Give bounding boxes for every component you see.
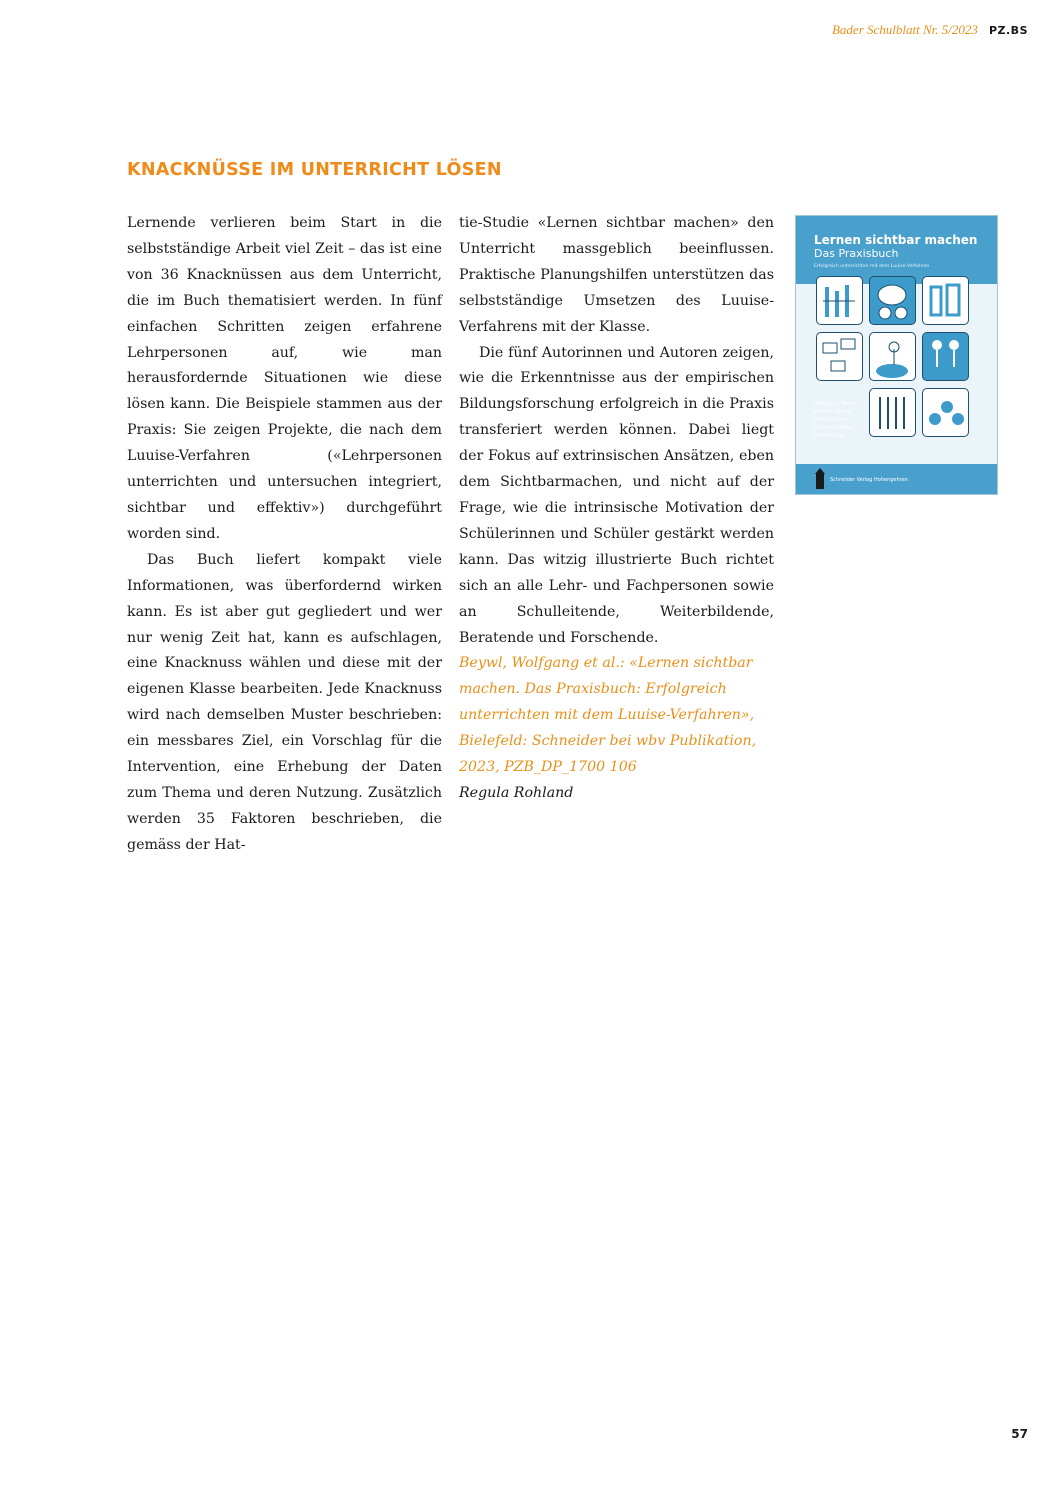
cover-footer-band xyxy=(796,464,997,494)
page-number: 57 xyxy=(1011,1427,1028,1441)
text-column-left xyxy=(127,211,442,859)
article-title: KNACKNÜSSE IM UNTERRICHT LÖSEN xyxy=(127,160,502,180)
publisher-logo-icon xyxy=(815,468,825,490)
text-column-right xyxy=(459,211,774,807)
review-author: Regula Rohland xyxy=(459,784,574,801)
publication-label: Bader Schulblatt Nr. 5/2023 xyxy=(831,22,978,37)
illustration-tile xyxy=(869,332,916,381)
cover-author: Monika Wyss xyxy=(814,417,850,423)
brand-logo-text: PZ.BS xyxy=(988,24,1028,37)
illustration-tile xyxy=(869,388,916,437)
figures-illustration-icon xyxy=(923,333,968,380)
illustration-tile xyxy=(922,332,969,381)
cover-author: John Hattie xyxy=(814,433,845,439)
pipes-illustration-icon xyxy=(923,277,968,324)
cover-publisher: Schneider Verlag Hohengehren xyxy=(830,477,908,483)
cover-author: Kathrin Pirani xyxy=(814,409,851,415)
illustration-tile xyxy=(816,276,863,325)
illustration-tile xyxy=(816,332,863,381)
cover-author: Wolfgang Beywl xyxy=(814,401,858,407)
paragraph: Das Buch liefert kompakt viele Informationen, was überfordernd wirken kann. Es ist aber gut gegliedert und wer nur wenig Zeit hat, kann es aufschlagen, eine Knacknuss wählen und diese mit der eigenen Klasse bearbeiten. Jede Knacknuss wird nach demselben Muster beschrieben: ein messbares Ziel, ein Vorschlag für die Intervention, eine Erhebung der Daten zum Thema und deren Nutzung. Zusätzlich werden 35 Faktoren beschrieben, die gemäss der Hat- xyxy=(127,551,442,853)
cover-authors xyxy=(814,400,858,440)
cover-author: Michael Mittag xyxy=(814,425,855,431)
paragraph: Lernende verlieren beim Start in die selbstständige Arbeit viel Zeit – das ist eine von 36 Knacknüssen aus dem Unterricht, die im Buch thematisiert werden. In fünf einfachen Schritten zeigen erfahrene Lehrpersonen auf, wie man herausfordernde Situationen wie diese lösen kann. Die Beispiele stammen aus der Praxis: Sie zeigen Projekte, die nach dem Luuise-Verfahren («Lehrpersonen unterrichten und untersuchen integriert, sichtbar und effektiv») durchgeführt worden sind. xyxy=(127,215,442,542)
sticks-illustration-icon xyxy=(870,389,915,436)
paragraph: tie-Studie «Lernen sichtbar machen» den Unterricht massgeblich beeinflussen. Praktische Planungshilfen unterstützen das selbstständige Umsetzen des Luuise-Verfahrens mit der Klasse. xyxy=(459,215,774,335)
illustration-tile xyxy=(922,276,969,325)
cover-tagline: Erfolgreich unterrichten mit dem Luuise-Verfahren xyxy=(814,264,930,269)
speech-bubble-illustration-icon xyxy=(870,277,915,324)
cover-title: Lernen sichtbar machen xyxy=(814,233,978,247)
paragraph: Die fünf Autorinnen und Autoren zeigen, wie die Erkenntnisse aus der empirischen Bildungsforschung erfolgreich in die Praxis transferiert werden können. Dabei liegt der Fokus auf extrinsischen Ansätzen, eben dem Sichtbarmachen, und nicht auf der Frage, wie die intrinsische Motivation der Schülerinnen und Schüler gestärkt werden kann. Das witzig illustrierte Buch richtet sich an alle Lehr- und Fachpersonen sowie an Schulleitende, Weiterbildende, Beratende und Forschende. xyxy=(459,344,774,646)
book-citation: Beywl, Wolfgang et al.: «Lernen sichtbar machen. Das Praxisbuch: Erfolgreich unterrichten mit dem Luuise-Verfahren», Bielefeld: Schneider bei wbv Publikation, 2023, PZB_DP_1700 106 xyxy=(459,655,757,776)
illustration-tile xyxy=(869,276,916,325)
boxes-illustration-icon xyxy=(817,333,862,380)
running-header xyxy=(832,19,1028,38)
illustration-tile xyxy=(922,388,969,437)
island-illustration-icon xyxy=(870,333,915,380)
book-cover-image xyxy=(795,215,998,495)
cover-subtitle: Das Praxisbuch xyxy=(814,247,899,260)
group-illustration-icon xyxy=(923,389,968,436)
bars-illustration-icon xyxy=(817,277,862,324)
